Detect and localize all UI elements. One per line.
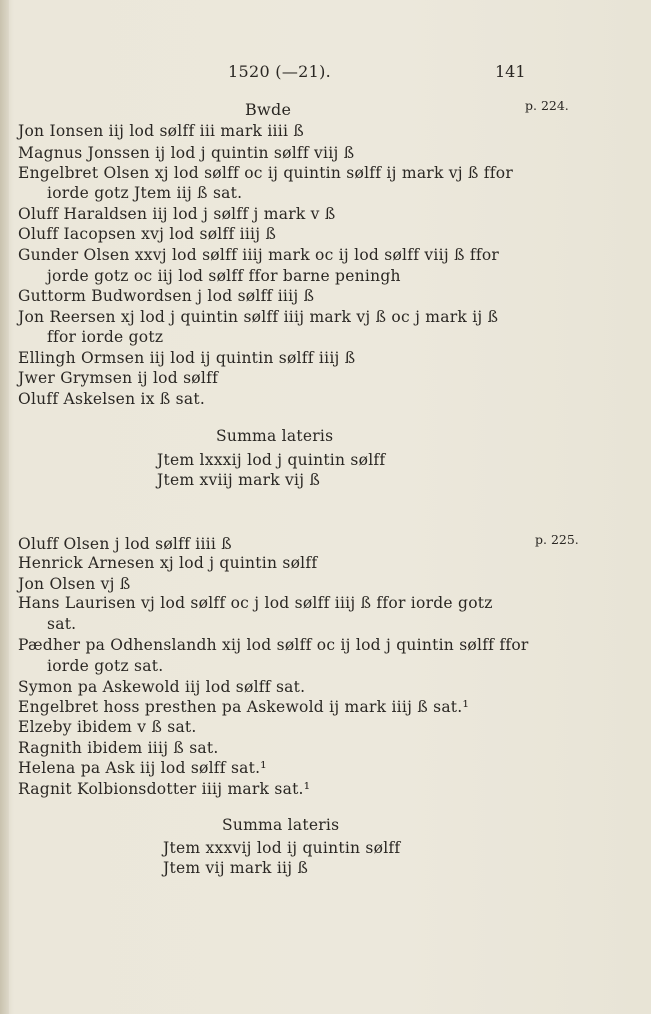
margin-page-ref: p. 225. [535, 532, 579, 547]
margin-page-ref: p. 224. [525, 98, 569, 113]
summa-line: Jtem vij mark iij ß [163, 859, 309, 877]
entry-line: Jwer Grymsen ij lod sølff [18, 369, 219, 387]
summa-line: Jtem xxxvij lod ij quintin sølff [163, 839, 401, 857]
entry-line: Guttorm Budwordsen j lod sølff iiij ß [18, 287, 315, 305]
entry-line: Henrick Arnesen xj lod j quintin sølff [18, 554, 318, 572]
running-header-title: 1520 (—21). [228, 62, 332, 81]
page-number: 141 [495, 62, 526, 81]
entry-line: Elzeby ibidem v ß sat. [18, 718, 197, 736]
entry-line: Ellingh Ormsen iij lod ij quintin sølff iiij ß [18, 349, 356, 367]
entry-line-continued: sat. [47, 615, 77, 633]
section-heading-bwde: Bwde [245, 100, 292, 119]
entry-line: Jon Olsen vj ß [18, 575, 131, 593]
entry-line: Oluff Iacopsen xvj lod sølff iiij ß [18, 225, 277, 243]
entry-line: Helena pa Ask iij lod sølff sat.¹ [18, 759, 267, 777]
entry-line: Hans Laurisen vj lod sølff oc j lod sølff iiij ß ffor iorde gotz [18, 594, 493, 612]
entry-line-continued: jorde gotz oc iij lod sølff ffor barne peningh [47, 267, 401, 285]
summa-heading: Summa lateris [222, 816, 340, 834]
summa-line: Jtem lxxxij lod j quintin sølff [157, 451, 386, 469]
entry-line-continued: iorde gotz sat. [47, 657, 164, 675]
entry-line-continued: ffor iorde gotz [47, 328, 164, 346]
entry-line: Jon Reersen xj lod j quintin sølff iiij mark vj ß oc j mark ij ß [18, 308, 499, 326]
entry-line: Engelbret hoss presthen pa Askewold ij mark iiij ß sat.¹ [18, 698, 469, 716]
entry-line: Oluff Askelsen ix ß sat. [18, 390, 206, 408]
entry-line: Magnus Jonssen ij lod j quintin sølff viij ß [18, 144, 355, 162]
entry-line: Oluff Olsen j lod sølff iiii ß [18, 535, 232, 553]
summa-heading: Summa lateris [216, 427, 334, 445]
entry-line: Gunder Olsen xxvj lod sølff iiij mark oc ij lod sølff viij ß ffor [18, 246, 500, 264]
entry-line: Oluff Haraldsen iij lod j sølff j mark v ß [18, 205, 336, 223]
entry-line: Ragnit Kolbionsdotter iiij mark sat.¹ [18, 780, 311, 798]
entry-line: Symon pa Askewold iij lod sølff sat. [18, 678, 306, 696]
entry-line-continued: iorde gotz Jtem iij ß sat. [47, 184, 243, 202]
entry-line: Engelbret Olsen xj lod sølff oc ij quintin sølff ij mark vj ß ffor [18, 164, 514, 182]
entry-line: Jon Ionsen iij lod sølff iii mark iiii ß [18, 122, 304, 140]
book-spine-shadow [0, 0, 9, 1014]
entry-line: Pædher pa Odhenslandh xij lod sølff oc ij lod j quintin sølff ffor [18, 636, 529, 654]
summa-line: Jtem xviij mark vij ß [157, 471, 321, 489]
entry-line: Ragnith ibidem iiij ß sat. [18, 739, 219, 757]
